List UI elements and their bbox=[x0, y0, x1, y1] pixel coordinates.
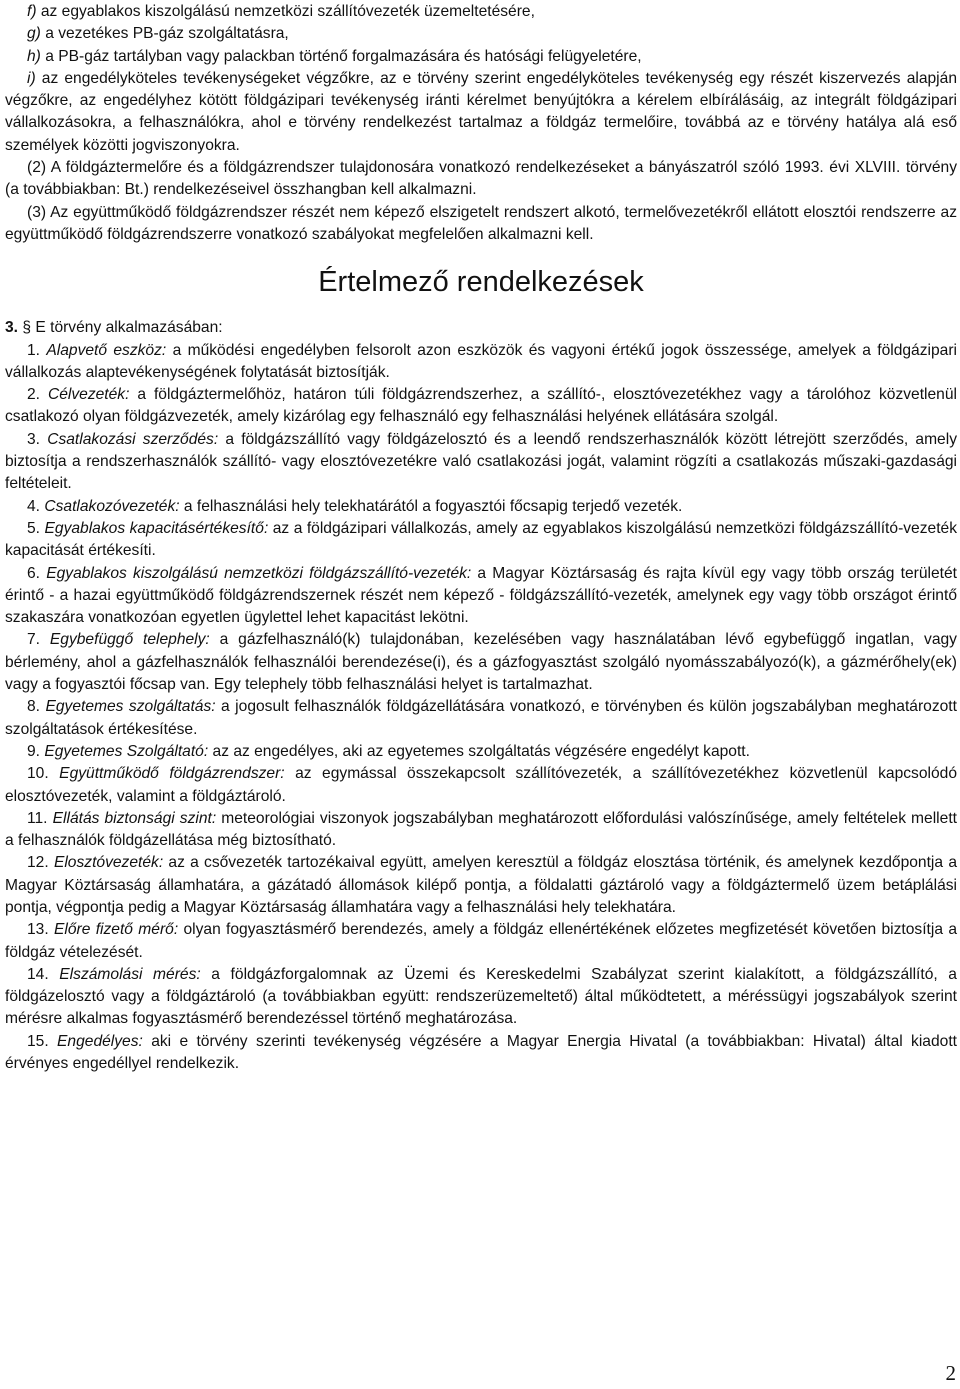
section-number: 3. bbox=[5, 319, 19, 337]
definitions-list bbox=[5, 340, 957, 1076]
definition-number: 7. bbox=[27, 631, 41, 649]
list-text: az egyablakos kiszolgálású nemzetközi szállítóvezeték üzemeltetésére, bbox=[36, 3, 535, 20]
list-marker: f) bbox=[27, 3, 37, 20]
definition-item bbox=[5, 518, 957, 563]
definition-item bbox=[5, 563, 957, 630]
definition-text: a felhasználási hely telekhatárától a fogyasztói főcsapig terjedő vezeték. bbox=[179, 497, 683, 515]
definition-item bbox=[5, 852, 957, 919]
paragraph-2: (2) A földgáztermelőre és a földgázrendszer tulajdonosára vonatkozó rendelkezéseket a bányászatról szóló 1993. évi XLVIII. törvény (a továbbiakban: Bt.) rendelkezéseivel összhangban kell alkalmazni. bbox=[5, 159, 957, 199]
definition-number: 15. bbox=[27, 1032, 49, 1050]
definition-number: 10. bbox=[27, 765, 49, 783]
definition-number: 14. bbox=[27, 965, 49, 983]
list-item bbox=[5, 68, 957, 157]
definition-text: az a földgázipari vállalkozás, amely az egyablakos kiszolgálású nemzetközi földgázszállító-vezeték kapacitását értékesíti. bbox=[5, 519, 957, 560]
definition-text: a földgáztermelőhöz, határon túli földgázrendszerhez, a szállító-, elosztóvezetékhez vagy a tárolóhoz közvetlenül csatlakozó olyan földgázvezeték, amely kizárólag egy felhasználó egy felhasználási helyének ellátására szolgál. bbox=[5, 386, 957, 426]
definition-number: 9. bbox=[27, 742, 41, 760]
list-item bbox=[5, 1, 957, 23]
definition-text: a működési engedélyben felsorolt azon eszközök és vagyoni értékű jogok összessége, amelyek a földgázipari vállalkozás alaptevékenységének folytatását biztosítják. bbox=[5, 341, 957, 381]
list-text: az engedélyköteles tevékenységeket végzőkre, az e törvény szerint engedélyköteles tevékenység egy részét kiszervezés alapján végzőkre, az engedélyhez kötött földgázipari tevékenység iránti kérelmet benyújtókra a kérelem elbírálásáig, az integrált földgázipari vállalkozásokra, a felhasználókra, ahol e törvény rendelkezést tartalmaz a földgáz termelőire, továbbá az e törvény hatálya alá eső személyek közötti jogviszonyokra. bbox=[5, 69, 957, 154]
definition-term: Előre fizető mérő: bbox=[54, 921, 179, 939]
definition-number: 3. bbox=[27, 430, 41, 448]
scope-list bbox=[5, 1, 957, 157]
definition-term: Elszámolási mérés: bbox=[59, 965, 201, 983]
definition-term: Egyetemes Szolgáltató: bbox=[44, 742, 209, 760]
definition-number: 4. bbox=[27, 497, 41, 515]
definition-item bbox=[5, 919, 957, 964]
definition-term: Célvezeték: bbox=[47, 386, 130, 404]
definition-text: a földgázszállító vagy földgázelosztó és a leendő rendszerhasználók között létrejött szerződés, amely biztosítja a rendszerhasználók szállító- vagy elosztóvezetékre való csatlakozási jogát, valamint rögzíti a csatlakozás műszaki-gazdasági feltételeit. bbox=[5, 430, 957, 493]
list-text: a vezetékes PB-gáz szolgáltatásra, bbox=[40, 25, 289, 43]
list-item bbox=[5, 46, 957, 68]
definition-text: a gázfelhasználó(k) tulajdonában, kezelésében vagy használatában lévő egybefüggő ingatlan, vagy bérlemény, ahol a gázfelhasználók felhasználói berendezése(i), és a gázfogyasztást szolgáló nyomásszabályozó(k), a gázmérőhely(ek) vagy a fogyasztói főcsap van. Egy telephely több felhasználási helyet is tartalmazhat. bbox=[5, 631, 957, 694]
definition-item bbox=[5, 763, 957, 808]
definition-item bbox=[5, 741, 957, 763]
definition-term: Egyablakos kiszolgálású nemzetközi földgázszállító-vezeték: bbox=[46, 564, 472, 582]
definition-term: Egybefüggő telephely: bbox=[49, 631, 210, 649]
definition-text: az a csővezeték tartozékaival együtt, amelyen keresztül a földgáz elosztása történik, és amelynek kezdőpontja a Magyar Köztársaság államhatára, a gázátadó állomások kilépő pontja, a földalatti gáztároló vagy a földgáztermelő üzem betáplálási pontja, végpontja pedig a Magyar Köztársaság államhatára vagy a felhasználási hely telekhatára. bbox=[5, 854, 957, 916]
definition-text: az az engedélyes, aki az egyetemes szolgáltatás végzésére engedélyt kapott. bbox=[208, 742, 750, 760]
definition-item bbox=[5, 808, 957, 853]
section-intro: E törvény alkalmazásában: bbox=[31, 319, 223, 337]
definition-term: Alapvető eszköz: bbox=[46, 341, 167, 359]
section-symbol: § bbox=[22, 319, 32, 337]
definition-term: Egyetemes szolgáltatás: bbox=[45, 698, 216, 716]
definition-text: a Magyar Köztársaság és rajta kívül egy vagy több ország területét érintő - a hazai együttműködő földgázrendszernek részét nem képező - földgázszállító-vezeték, amelynek egy vagy több országot érintő szakaszára vonatkozóan egyetlen ügylettel lehet kapacitást lekötni. bbox=[5, 564, 957, 627]
definition-number: 1. bbox=[27, 341, 41, 359]
list-item bbox=[5, 23, 957, 45]
definition-item bbox=[5, 496, 957, 518]
definition-text: a földgázforgalomnak az Üzemi és Kereskedelmi Szabályzat szerint kialakított, a földgázszállító, a földgázelosztó vagy a földgáztároló (a továbbiakban együtt: rendszerüzemeltető) által működtetett, a méréssügyi jogszabályok szerint mérésre alkalmas fogyasztásmérő berendezéssel történő meghatározása. bbox=[5, 965, 957, 1028]
definition-number: 2. bbox=[27, 386, 41, 404]
definition-number: 13. bbox=[27, 921, 49, 939]
definition-item bbox=[5, 340, 957, 385]
definition-number: 6. bbox=[27, 564, 41, 582]
definition-item bbox=[5, 629, 957, 696]
definition-text: a jogosult felhasználók földgázellátására vonatkozó, e törvényben és külön jogszabályban meghatározott szolgáltatások értékesítése. bbox=[5, 698, 957, 738]
definition-number: 8. bbox=[27, 698, 41, 716]
definition-term: Ellátás biztonsági szint: bbox=[52, 809, 217, 827]
definition-number: 11. bbox=[27, 809, 48, 827]
section-title bbox=[5, 317, 957, 339]
definition-text: az egymással összekapcsolt szállítóvezeték, a szállítóvezetékhez közvetlenül kapcsolódó elosztóvezeték, valamint a földgáztároló. bbox=[5, 765, 957, 805]
list-marker: h) bbox=[27, 47, 41, 65]
definition-term: Együttműködő földgázrendszer: bbox=[59, 765, 285, 783]
page-number: 2 bbox=[945, 1361, 956, 1385]
definition-item bbox=[5, 1031, 957, 1076]
definition-item bbox=[5, 429, 957, 496]
definition-term: Elosztóvezeték: bbox=[53, 854, 164, 872]
definition-text: aki e törvény szerinti tevékenység végzésére a Magyar Energia Hivatal (a továbbiakban: Hivatal) által kiadott érvényes engedéllyel rendelkezik. bbox=[5, 1032, 957, 1073]
definition-term: Csatlakozóvezeték: bbox=[44, 497, 180, 515]
document-page bbox=[5, 1, 957, 1075]
definition-term: Egyablakos kapacitásértékesítő: bbox=[44, 519, 269, 537]
section-heading: Értelmező rendelkezések bbox=[318, 266, 644, 299]
definition-number: 5. bbox=[27, 519, 41, 537]
paragraph-3: (3) Az együttműködő földgázrendszer részét nem képező elszigetelt rendszert alkotó, termelővezetékről ellátott elosztói rendszerre az együttműködő földgázrendszerre vonatkozó szabályokat megfelelően alkalmazni kell. bbox=[5, 203, 957, 243]
definition-term: Csatlakozási szerződés: bbox=[47, 430, 219, 448]
definition-text: olyan fogyasztásmérő berendezés, amely a földgáz ellenértékének előzetes megfizetését követően biztosítja a földgáz vételezését. bbox=[5, 921, 957, 961]
definition-number: 12. bbox=[27, 854, 49, 872]
definition-item bbox=[5, 384, 957, 429]
definition-term: Engedélyes: bbox=[57, 1032, 143, 1050]
definition-item bbox=[5, 964, 957, 1031]
definition-text: meteorológiai viszonyok jogszabályban meghatározott előfordulási valószínűsége, amely feltételek mellett a felhasználók földgázellátása még biztosítható. bbox=[5, 809, 957, 850]
definition-item bbox=[5, 696, 957, 741]
list-text: a PB-gáz tartályban vagy palackban történő forgalmazására és hatósági felügyeletére, bbox=[40, 47, 642, 65]
list-marker: i) bbox=[27, 69, 36, 87]
list-marker: g) bbox=[27, 25, 41, 43]
